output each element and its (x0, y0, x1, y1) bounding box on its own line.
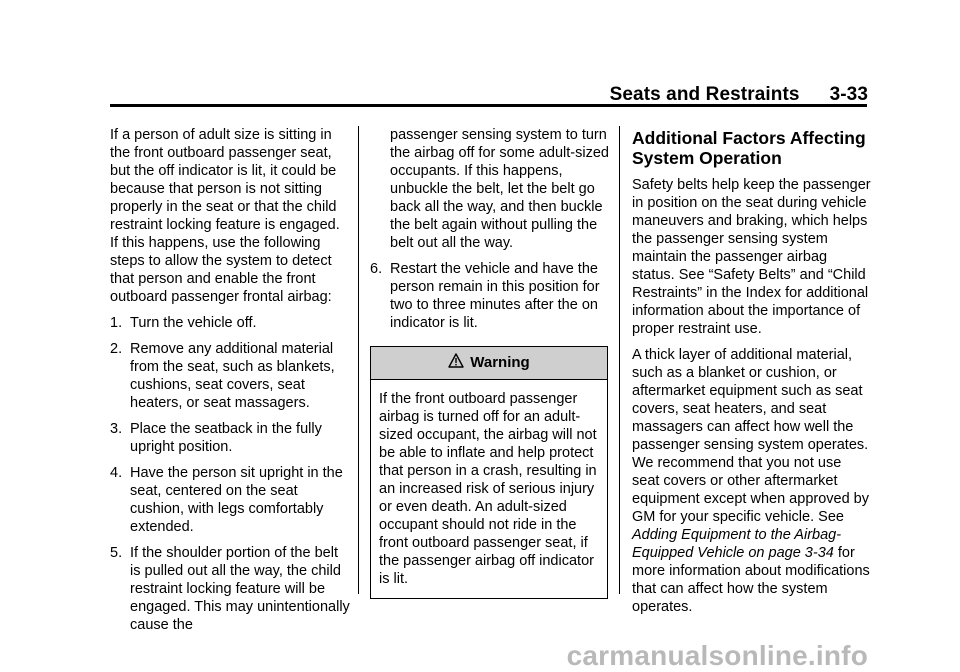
list-item (110, 544, 350, 634)
paragraph-text: A thick layer of additional material, such as a blanket or cushion, or aftermarket equipment such as seat covers, seat heaters, and seat massagers can affect how well the passenger sensing system operates. We recommend that you not use seat covers or other aftermarket equipment except when approved by GM for your specific vehicle. See (632, 347, 869, 525)
step-continuation: passenger sensing system to turn the airbag off for some adult-sized occupants. If this happens, unbuckle the belt, let the belt go back all the way, and then buckle the belt again without pulling the belt out all the way. (390, 127, 609, 251)
paragraph-text: for more information about modifications that can affect how the system operates. (632, 545, 870, 615)
list-item (370, 260, 610, 332)
list-item (110, 420, 350, 456)
warning-box (370, 346, 608, 599)
warning-text: If the front outboard passenger airbag is turned off for an adult-sized occupant, the airbag will not be able to inflate and help protect that person in a crash, resulting in an increased risk of serious injury or even death. An adult-sized occupant should not ride in the front outboard passenger seat, if the passenger airbag off indicator is lit. (379, 391, 597, 587)
page-header (610, 84, 868, 106)
section-heading: Additional Factors Affecting System Operation (632, 128, 866, 168)
column-divider (358, 126, 359, 594)
step-text: Have the person sit upright in the seat, centered on the seat cushion, with legs comfortably extended. (130, 465, 343, 535)
step-number: 3. (110, 421, 123, 437)
column-1 (110, 126, 350, 642)
list-item (110, 340, 350, 412)
column-2 (370, 126, 610, 599)
step-number: 2. (110, 341, 123, 357)
paragraph (632, 346, 872, 616)
warning-label: Warning (470, 354, 530, 371)
warning-triangle-icon (448, 353, 464, 373)
section-title: Seats and Restraints (609, 84, 800, 105)
watermark: carmanualsonline.info (566, 640, 868, 671)
intro-paragraph: If a person of adult size is sitting in the front outboard passenger seat, but the off indicator is lit, it could be because that person is not sitting properly in the seat or that the child restraint locking feature is engaged. If this happens, use the following steps to allow the system to detect that person and enable the front outboard passenger frontal airbag: (110, 127, 340, 305)
column-divider (619, 126, 620, 594)
step-number: 1. (110, 315, 123, 331)
step-text: Restart the vehicle and have the person remain in this position for two to three minutes after the on indicator is lit. (390, 261, 600, 331)
cross-reference: Adding Equipment to the Airbag-Equipped Vehicle on page 3-34 (632, 527, 842, 561)
warning-header (371, 347, 607, 380)
page-number: 3-33 (829, 84, 868, 105)
step-text: Remove any additional material from the seat, such as blankets, cushions, seat covers, seat heaters, or seat massagers. (130, 341, 335, 411)
column-3 (632, 126, 872, 624)
step-number: 4. (110, 465, 123, 481)
step-text: Turn the vehicle off. (130, 315, 257, 331)
step-number: 5. (110, 545, 123, 561)
step-text: Place the seatback in the fully upright position. (130, 421, 322, 455)
list-item (110, 464, 350, 536)
list-item (110, 314, 350, 332)
step-text: If the shoulder portion of the belt is pulled out all the way, the child restraint locking feature will be engaged. This may unintentionally cause the (130, 545, 350, 633)
header-rule (110, 104, 867, 107)
paragraph: Safety belts help keep the passenger in position on the seat during vehicle maneuvers and braking, which helps the passenger sensing system maintain the passenger airbag status. See “Safety Belts” and “Child Restraints” in the Index for additional information about the importance of proper restraint use. (632, 177, 871, 337)
step-number: 6. (370, 261, 383, 277)
